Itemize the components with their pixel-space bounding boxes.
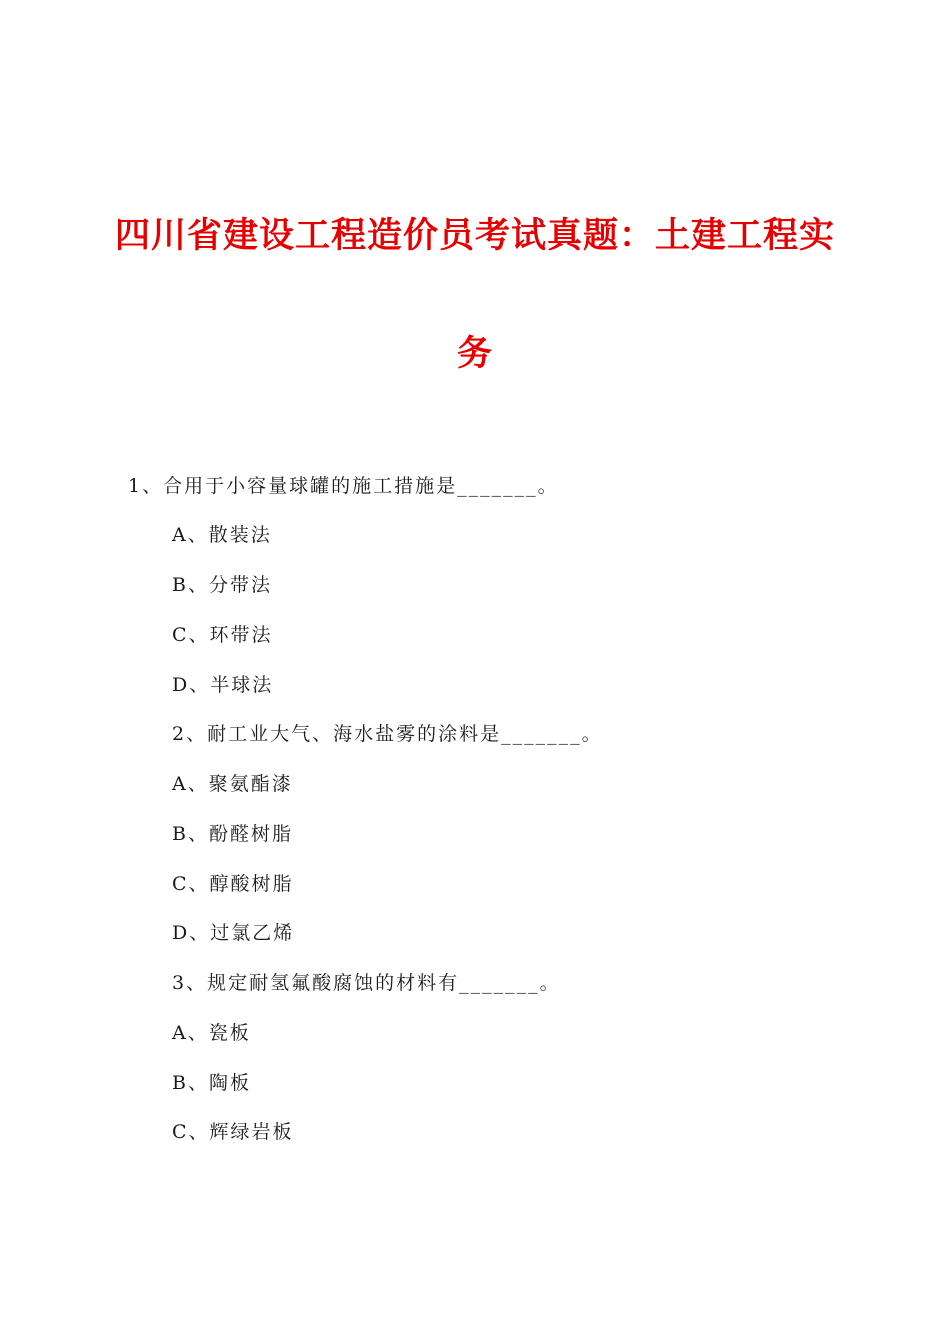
q3-option-b: B、陶板 — [172, 1072, 251, 1094]
q3-option-a: A、瓷板 — [172, 1022, 251, 1044]
q2-option-d: D、过氯乙烯 — [172, 922, 295, 944]
q2-option-b: B、酚醛树脂 — [172, 823, 293, 845]
question-1: 1、合用于小容量球罐的施工措施是_______。 — [128, 475, 559, 497]
q1-option-d: D、半球法 — [172, 674, 274, 696]
q1-option-c: C、环带法 — [172, 624, 273, 646]
question-2: 2、耐工业大气、海水盐雾的涂料是_______。 — [172, 723, 603, 745]
q2-option-c: C、醇酸树脂 — [172, 873, 294, 895]
q1-option-b: B、分带法 — [172, 574, 272, 596]
document-title-line-1: 四川省建设工程造价员考试真题：土建工程实 — [114, 216, 835, 256]
q1-option-a: A、散装法 — [172, 524, 272, 546]
document-title-line-2: 务 — [456, 334, 493, 374]
q3-option-c: C、辉绿岩板 — [172, 1121, 294, 1143]
question-3: 3、规定耐氢氟酸腐蚀的材料有_______。 — [172, 972, 561, 994]
q2-option-a: A、聚氨酯漆 — [172, 773, 293, 795]
